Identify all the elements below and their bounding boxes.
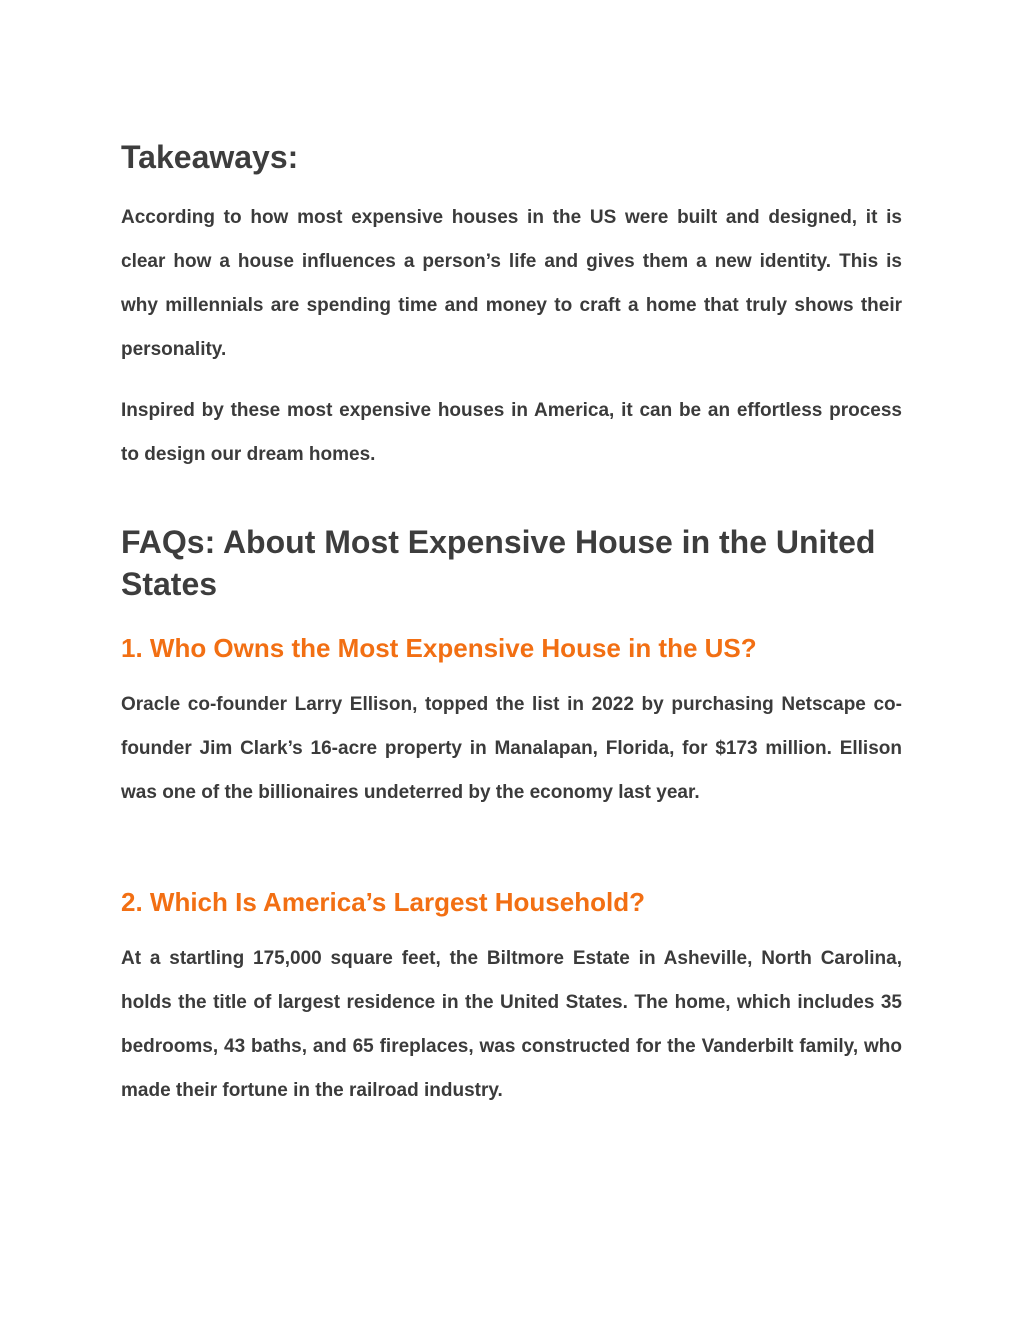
faq-answer-1: Oracle co-founder Larry Ellison, topped the list in 2022 by purchasing Netscape co-founder Jim Clark’s 16-acre property in Manalapan, Florida, for $173 million. Ellison was one of the billionaires undeterred by the economy last year. [121,694,902,803]
faq-answer-2: At a startling 175,000 square feet, the Biltmore Estate in Asheville, North Carolina, holds the title of largest residence in the United States. The home, which includes 35 bedrooms, 43 baths, and 65 fireplaces, was constructed for the Vanderbilt family, who made their fortune in the railroad industry. [121,948,902,1101]
faq-question-1: 1. Who Owns the Most Expensive House in the US? [121,633,757,663]
faqs-heading: FAQs: About Most Expensive House in the United States [121,524,876,602]
faq-question-2: 2. Which Is America’s Largest Household? [121,887,645,917]
takeaways-paragraph-2: Inspired by these most expensive houses in America, it can be an effortless process to design our dream homes. [121,400,902,465]
takeaways-paragraph-1: According to how most expensive houses in the US were built and designed, it is clear how a house influences a person’s life and gives them a new identity. This is why millennials are spending time and money to craft a home that truly shows their personality. [121,207,902,360]
takeaways-heading: Takeaways: [121,139,299,175]
